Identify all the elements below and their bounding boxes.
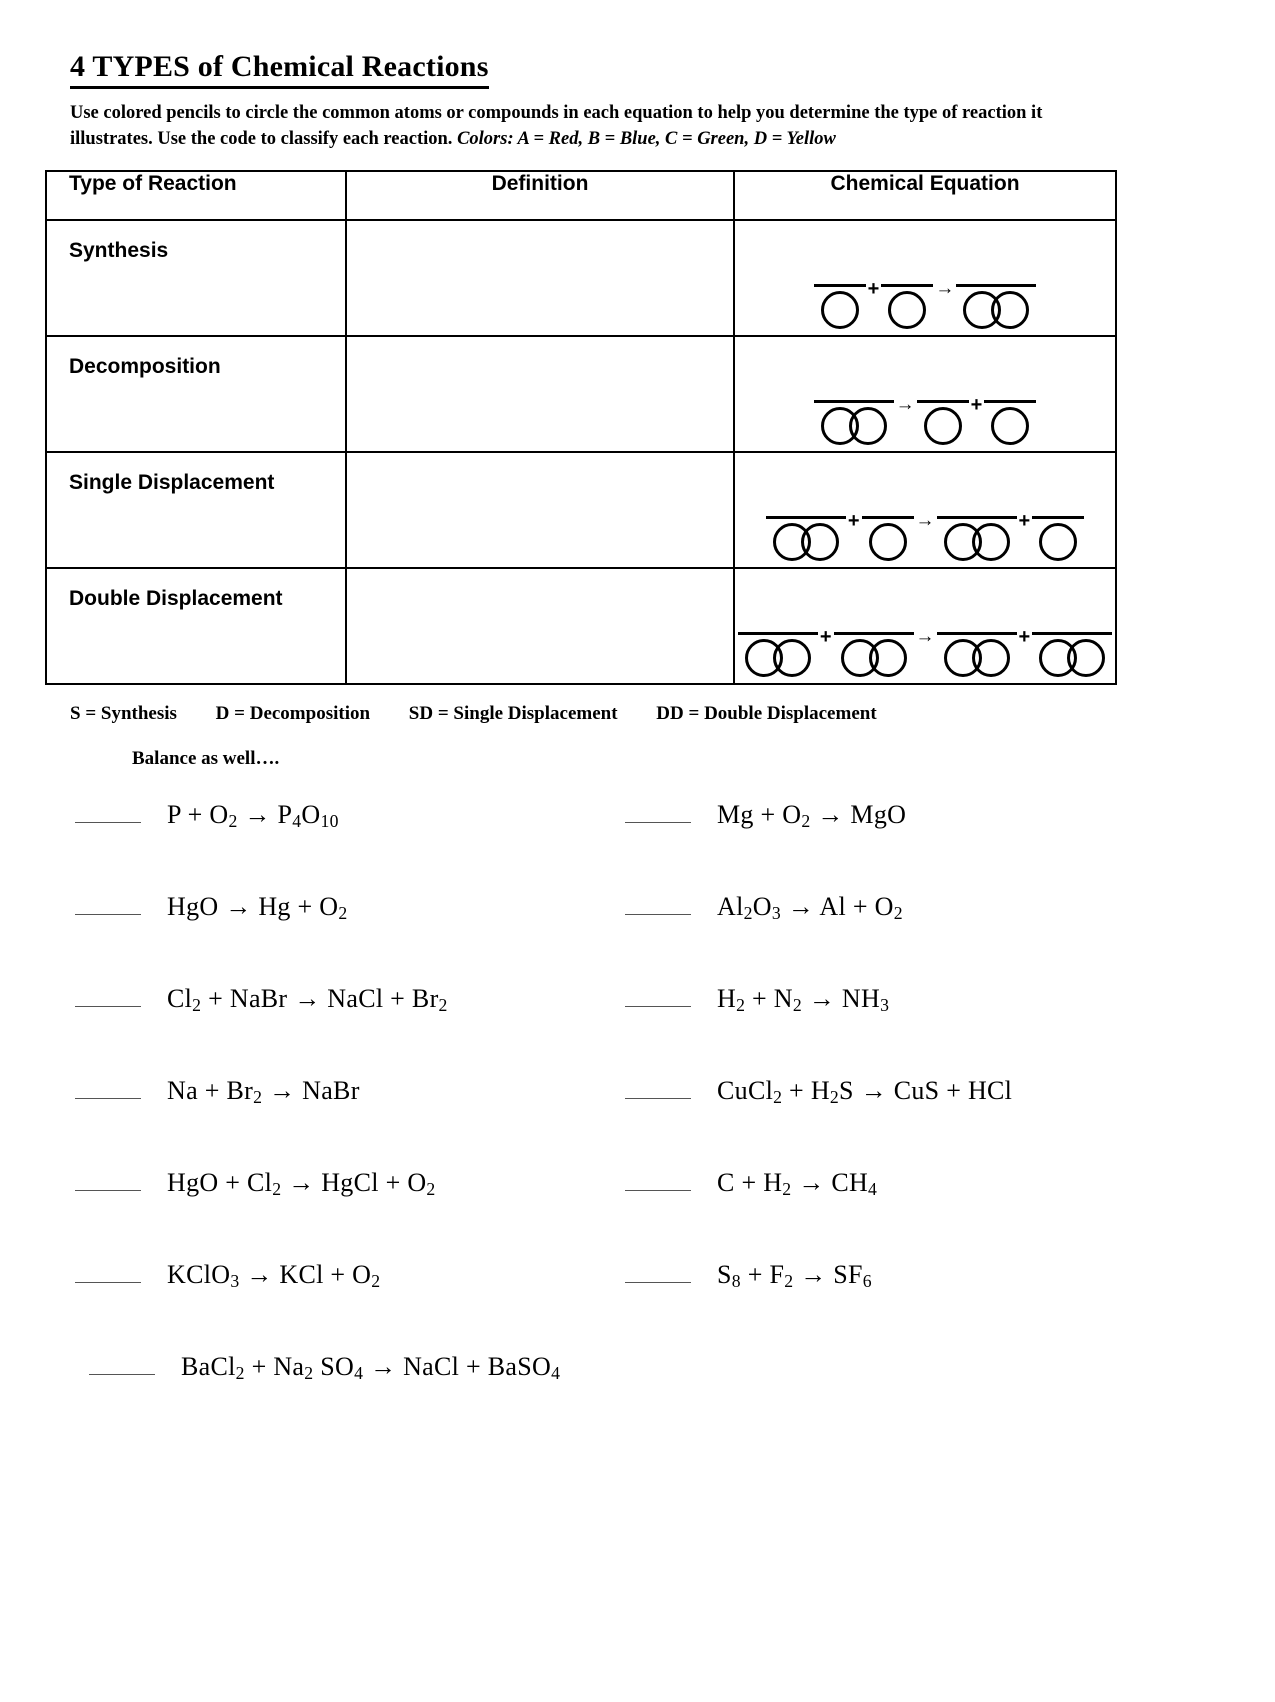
coefficient-blank-line[interactable] bbox=[881, 282, 933, 287]
diagram-term bbox=[937, 630, 1017, 677]
yields-arrow-icon: → bbox=[895, 394, 915, 415]
equation-row bbox=[625, 800, 1145, 892]
equation-row bbox=[75, 892, 635, 984]
diagram-term bbox=[766, 514, 846, 561]
yields-arrow-icon: → bbox=[915, 510, 935, 531]
molecule-icon bbox=[1039, 521, 1077, 561]
equation-row bbox=[75, 1260, 635, 1352]
chemical-equation-text: BaCl$_2$ + $Na_2$ $SO_4$ → NaCl + BaSO$_4$ bbox=[181, 1352, 561, 1383]
chemical-equation-text: $Na + Br_2$ → NaBr bbox=[167, 1076, 360, 1107]
atom-circle-icon bbox=[849, 407, 887, 445]
molecule-icon bbox=[944, 521, 1010, 561]
definition-answer-cell[interactable] bbox=[346, 568, 734, 684]
yields-arrow-icon: → bbox=[915, 626, 935, 647]
coefficient-blank-line[interactable] bbox=[1032, 630, 1112, 635]
diagram-term bbox=[937, 514, 1017, 561]
equation-row bbox=[75, 1168, 635, 1260]
reaction-type-answer-blank[interactable] bbox=[75, 986, 141, 1007]
reaction-type-answer-blank[interactable] bbox=[89, 1354, 155, 1375]
plus-sign-icon: + bbox=[847, 510, 860, 532]
diagram-term bbox=[956, 282, 1036, 329]
atom-circle-icon bbox=[1039, 523, 1077, 561]
molecule-icon bbox=[869, 521, 907, 561]
equation-row bbox=[75, 800, 635, 892]
column-header-type: Type of Reaction bbox=[46, 171, 346, 220]
table-row bbox=[46, 220, 1116, 336]
coefficient-blank-line[interactable] bbox=[1032, 514, 1084, 519]
column-header-definition: Definition bbox=[346, 171, 734, 220]
atom-circle-icon bbox=[991, 291, 1029, 329]
atom-circle-icon bbox=[801, 523, 839, 561]
instructions-main: Use colored pencils to circle the common atoms or compounds in each equation to help you determine the type of reaction it illustrates. Use the code to classify each reaction. bbox=[70, 103, 1043, 149]
coefficient-blank-line[interactable] bbox=[937, 630, 1017, 635]
instructions-colors-key: Colors: A = Red, B = Blue, C = Green, D = Yellow bbox=[457, 129, 836, 149]
definition-answer-cell[interactable] bbox=[346, 336, 734, 452]
table-row bbox=[46, 452, 1116, 568]
balance-note: Balance as well…. bbox=[132, 748, 280, 769]
diagram-term bbox=[1032, 630, 1112, 677]
equation-row bbox=[625, 1076, 1145, 1168]
reaction-type-label: Synthesis bbox=[69, 239, 169, 262]
reaction-type-answer-blank[interactable] bbox=[625, 1170, 691, 1191]
molecule-icon bbox=[821, 405, 887, 445]
chemical-equation-diagram-cell bbox=[734, 452, 1116, 568]
reaction-type-answer-blank[interactable] bbox=[625, 1262, 691, 1283]
diagram-term bbox=[834, 630, 914, 677]
yields-arrow-icon: → bbox=[935, 278, 955, 299]
atom-circle-icon bbox=[924, 407, 962, 445]
reaction-type-answer-blank[interactable] bbox=[625, 986, 691, 1007]
plus-sign-icon: + bbox=[1018, 510, 1031, 532]
coefficient-blank-line[interactable] bbox=[956, 282, 1036, 287]
atom-circle-icon bbox=[972, 523, 1010, 561]
diagram-term bbox=[814, 398, 894, 445]
reaction-diagram bbox=[735, 510, 1115, 561]
equation-row bbox=[89, 1352, 635, 1444]
reaction-type-answer-blank[interactable] bbox=[625, 1078, 691, 1099]
legend-item-single-displacement: SD = Single Displacement bbox=[408, 703, 618, 724]
chemical-equation-text: HgO → $Hg + O_2$ bbox=[167, 892, 348, 923]
coefficient-blank-line[interactable] bbox=[766, 514, 846, 519]
chemical-equation-diagram-cell bbox=[734, 336, 1116, 452]
coefficient-blank-line[interactable] bbox=[814, 282, 866, 287]
plus-sign-icon: + bbox=[819, 626, 832, 648]
chemical-equation-text: $P + O_2 \to P_4O_{10}$ bbox=[167, 800, 339, 831]
table-header-row bbox=[46, 171, 1116, 220]
definition-answer-cell[interactable] bbox=[346, 220, 734, 336]
molecule-icon bbox=[944, 637, 1010, 677]
reaction-type-answer-blank[interactable] bbox=[75, 802, 141, 823]
legend-item-synthesis: S = Synthesis bbox=[70, 703, 177, 724]
table-row bbox=[46, 568, 1116, 684]
coefficient-blank-line[interactable] bbox=[862, 514, 914, 519]
legend-item-decomposition: D = Decomposition bbox=[215, 703, 371, 724]
diagram-term bbox=[984, 398, 1036, 445]
atom-circle-icon bbox=[1067, 639, 1105, 677]
chemical-equation-text: $Mg + O_2$ → MgO bbox=[717, 800, 907, 831]
molecule-icon bbox=[888, 289, 926, 329]
atom-circle-icon bbox=[869, 523, 907, 561]
diagram-term bbox=[917, 398, 969, 445]
chemical-equation-text: HgO + $Cl_2$ → HgCl + $O_2$ bbox=[167, 1168, 436, 1199]
table-body bbox=[46, 220, 1116, 684]
reaction-type-label: Decomposition bbox=[69, 355, 221, 378]
reaction-code-legend bbox=[70, 703, 877, 725]
equation-row bbox=[75, 1076, 635, 1168]
page-title: 4 TYPES of Chemical Reactions bbox=[70, 50, 489, 89]
reaction-type-label: Single Displacement bbox=[69, 471, 275, 494]
diagram-term bbox=[881, 282, 933, 329]
atom-circle-icon bbox=[821, 291, 859, 329]
equation-row bbox=[625, 1168, 1145, 1260]
table-row bbox=[46, 336, 1116, 452]
definition-answer-cell[interactable] bbox=[346, 452, 734, 568]
molecule-icon bbox=[963, 289, 1029, 329]
chemical-equation-text: $Cl_2$ + NaBr → NaCl + $Br_2$ bbox=[167, 984, 448, 1015]
equation-list-right bbox=[625, 800, 1145, 1352]
coefficient-blank-line[interactable] bbox=[738, 630, 818, 635]
coefficient-blank-line[interactable] bbox=[917, 398, 969, 403]
column-header-equation: Chemical Equation bbox=[734, 171, 1116, 220]
chemical-equation-diagram-cell bbox=[734, 568, 1116, 684]
reaction-type-answer-blank[interactable] bbox=[75, 1262, 141, 1283]
plus-sign-icon: + bbox=[970, 394, 983, 416]
equation-row bbox=[625, 892, 1145, 984]
diagram-term bbox=[862, 514, 914, 561]
coefficient-blank-line[interactable] bbox=[834, 630, 914, 635]
chemical-equation-text: $C + H_2 \to CH_4$ bbox=[717, 1168, 878, 1199]
atom-circle-icon bbox=[773, 639, 811, 677]
reaction-diagram bbox=[735, 626, 1115, 677]
atom-circle-icon bbox=[869, 639, 907, 677]
reaction-type-label: Double Displacement bbox=[69, 587, 283, 610]
reaction-types-table bbox=[45, 170, 1117, 685]
coefficient-blank-line[interactable] bbox=[984, 398, 1036, 403]
plus-sign-icon: + bbox=[1018, 626, 1031, 648]
chemical-equation-diagram-cell bbox=[734, 220, 1116, 336]
chemical-equation-text: $Al_2O_3 \to Al + O_2$ bbox=[717, 892, 903, 923]
molecule-icon bbox=[821, 289, 859, 329]
atom-circle-icon bbox=[972, 639, 1010, 677]
equation-row bbox=[625, 984, 1145, 1076]
legend-item-double-displacement: DD = Double Displacement bbox=[656, 703, 877, 724]
atom-circle-icon bbox=[991, 407, 1029, 445]
instructions-paragraph bbox=[70, 100, 1095, 152]
coefficient-blank-line[interactable] bbox=[814, 398, 894, 403]
reaction-type-answer-blank[interactable] bbox=[75, 1078, 141, 1099]
molecule-icon bbox=[773, 521, 839, 561]
reaction-type-answer-blank[interactable] bbox=[625, 894, 691, 915]
coefficient-blank-line[interactable] bbox=[937, 514, 1017, 519]
diagram-term bbox=[1032, 514, 1084, 561]
chemical-equation-text: $H_2 + N_2 \to NH_3$ bbox=[717, 984, 890, 1015]
equation-list-left bbox=[75, 800, 635, 1444]
molecule-icon bbox=[1039, 637, 1105, 677]
equation-row bbox=[75, 984, 635, 1076]
plus-sign-icon: + bbox=[867, 278, 880, 300]
molecule-icon bbox=[924, 405, 962, 445]
atom-circle-icon bbox=[888, 291, 926, 329]
reaction-type-answer-blank[interactable] bbox=[625, 802, 691, 823]
chemical-equation-text: CuCl$_2$ + $H_2S$ → CuS + HCl bbox=[717, 1076, 1013, 1107]
molecule-icon bbox=[991, 405, 1029, 445]
molecule-icon bbox=[745, 637, 811, 677]
reaction-type-answer-blank[interactable] bbox=[75, 1170, 141, 1191]
equation-row bbox=[625, 1260, 1145, 1352]
chemical-equation-text: KClO$_3$ → KCl + $O_2$ bbox=[167, 1260, 381, 1291]
reaction-diagram bbox=[735, 394, 1115, 445]
chemical-equation-text: $S_8 + F_2 \to SF_6$ bbox=[717, 1260, 872, 1291]
diagram-term bbox=[738, 630, 818, 677]
diagram-term bbox=[814, 282, 866, 329]
molecule-icon bbox=[841, 637, 907, 677]
reaction-type-answer-blank[interactable] bbox=[75, 894, 141, 915]
reaction-diagram bbox=[735, 278, 1115, 329]
